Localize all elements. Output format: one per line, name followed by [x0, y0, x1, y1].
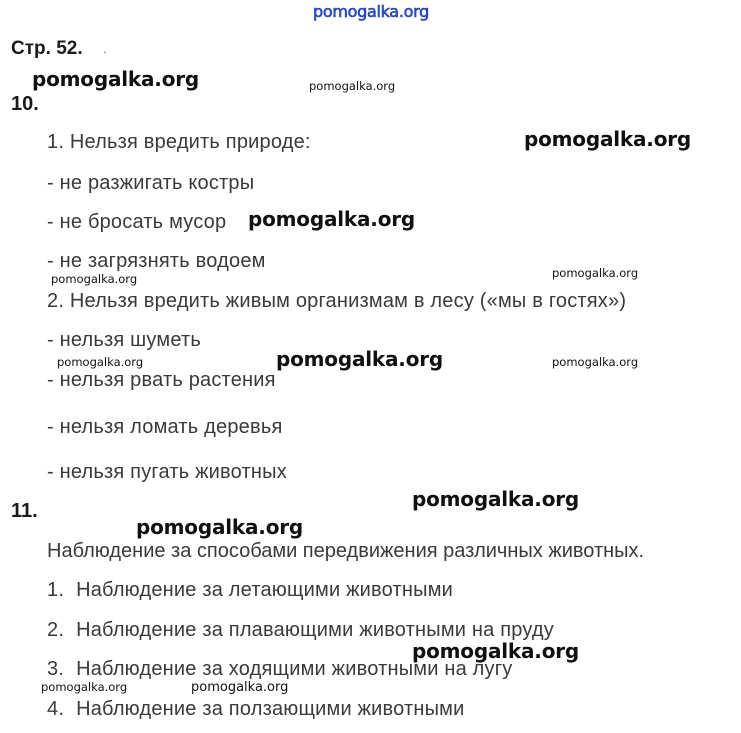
rule-1-item-1: - не разжигать костры: [47, 172, 255, 194]
observation-item-1-number: 1.: [47, 579, 65, 601]
watermark: pomogalka.org: [412, 639, 580, 663]
observation-item-4-text: Наблюдение за ползающими животными: [76, 698, 465, 720]
observation-item-2-text: Наблюдение за плавающими животными на пруду: [76, 619, 554, 641]
page-label-dot: .: [103, 40, 107, 56]
watermark: pomogalka.org: [276, 347, 444, 371]
watermark: pomogalka.org: [136, 515, 304, 539]
rule-1-item-3: - не загрязнять водоем: [47, 250, 266, 272]
observation-item-3-text: Наблюдение за ходящими животными на лугу: [76, 658, 513, 680]
section-10-number: 10.: [11, 93, 39, 115]
rule-2-heading: 2. Нельзя вредить живым организмам в лесу («мы в гостях»): [47, 290, 627, 312]
section-11-intro: Наблюдение за способами передвижения различных животных.: [47, 540, 645, 562]
watermark-top: pomogalka.org: [313, 2, 429, 21]
observation-item-4-number: 4.: [47, 698, 65, 720]
watermark: pomogalka.org: [524, 127, 692, 151]
watermark: pomogalka.org: [552, 266, 639, 280]
watermark: pomogalka.org: [309, 79, 396, 93]
watermark: pomogalka.org: [41, 680, 128, 694]
rule-1-heading: 1. Нельзя вредить природе:: [47, 131, 311, 153]
page-label: Стр. 52.: [11, 38, 83, 59]
rule-2-item-2: - нельзя рвать растения: [47, 369, 276, 391]
watermark: pomogalka.org: [32, 67, 200, 91]
observation-item-1-text: Наблюдение за летающими животными: [76, 579, 454, 601]
observation-item-3-number: 3.: [47, 658, 65, 680]
rule-2-item-3: - нельзя ломать деревья: [47, 416, 283, 438]
watermark: pomogalka.org: [412, 487, 580, 511]
watermark: pomogalka.org: [51, 272, 138, 286]
observation-item-2-number: 2.: [47, 619, 65, 641]
rule-1-item-2: - не бросать мусор: [47, 211, 227, 233]
watermark: pomogalka.org: [191, 680, 289, 695]
observation-item-1: [47, 579, 453, 602]
watermark: pomogalka.org: [57, 355, 144, 369]
rule-2-item-1: - нельзя шуметь: [47, 329, 201, 351]
section-11-number: 11.: [11, 500, 38, 522]
rule-2-item-4: - нельзя пугать животных: [47, 461, 287, 483]
observation-item-4: [47, 698, 465, 721]
watermark: pomogalka.org: [552, 355, 639, 369]
watermark: pomogalka.org: [248, 207, 416, 231]
